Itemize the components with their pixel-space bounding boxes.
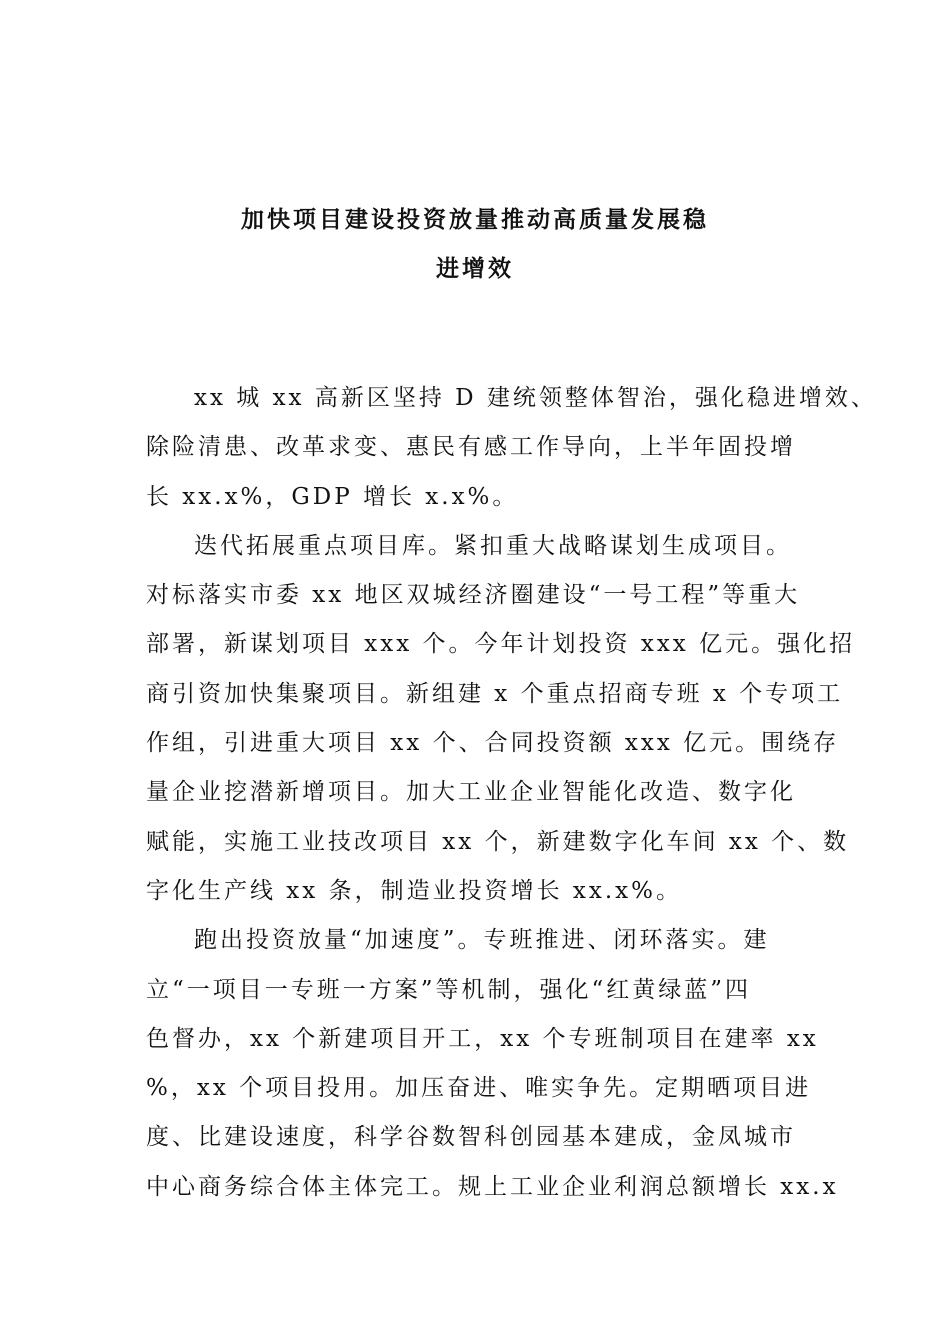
text-line: 跑出投资放量“加速度”。专班推进、闭环落实。建 bbox=[194, 927, 770, 954]
text-line: 长 xx.x%，GDP 增长 x.x%。 bbox=[146, 483, 519, 510]
text-line: 字化生产线 xx 条，制造业投资增长 xx.x%。 bbox=[146, 877, 682, 904]
document-body bbox=[146, 374, 877, 1212]
title-line-1: 加快项目建设投资放量推动高质量发展稳 bbox=[241, 206, 709, 233]
paragraph-1 bbox=[146, 374, 877, 522]
text-line: 色督办，xx 个新建项目开工，xx 个专班制项目在建率 xx bbox=[146, 1025, 819, 1052]
text-line: 度、比建设速度，科学谷数智科创园基本建成，金凤城市 bbox=[146, 1124, 796, 1151]
text-line: 赋能，实施工业技改项目 xx 个，新建数字化车间 xx 个、数 bbox=[146, 828, 850, 855]
text-line: 量企业挖潜新增项目。加大工业企业智能化改造、数字化 bbox=[146, 779, 796, 806]
paragraph-2 bbox=[146, 522, 856, 916]
text-line: xx 城 xx 高新区坚持 D 建统领整体智治，强化稳进增效、 bbox=[194, 385, 877, 411]
text-line: 部署，新谋划项目 xxx 个。今年计划投资 xxx 亿元。强化招 bbox=[146, 631, 856, 658]
text-line: %，xx 个项目投用。加压奋进、唯实争先。定期晒项目进 bbox=[146, 1075, 812, 1102]
paragraph-3 bbox=[146, 916, 839, 1212]
document-title bbox=[140, 195, 810, 294]
text-line: 作组，引进重大项目 xx 个、合同投资额 xxx 亿元。围绕存 bbox=[146, 730, 840, 757]
title-line-2: 进增效 bbox=[436, 255, 514, 283]
text-line: 对标落实市委 xx 地区双城经济圈建设“一号工程”等重大 bbox=[146, 582, 801, 609]
text-line: 迭代拓展重点项目库。紧扣重大战略谋划生成项目。 bbox=[194, 532, 792, 559]
text-line: 立“一项目一专班一方案”等机制，强化“红黄绿蓝”四 bbox=[146, 976, 752, 1003]
text-line: 除险清患、改革求变、惠民有感工作导向，上半年固投增 bbox=[146, 434, 796, 461]
text-line: 中心商务综合体主体完工。规上工业企业利润总额增长 xx.x bbox=[146, 1173, 839, 1200]
text-line: 商引资加快集聚项目。新组建 x 个重点招商专班 x 个专项工 bbox=[146, 680, 844, 707]
